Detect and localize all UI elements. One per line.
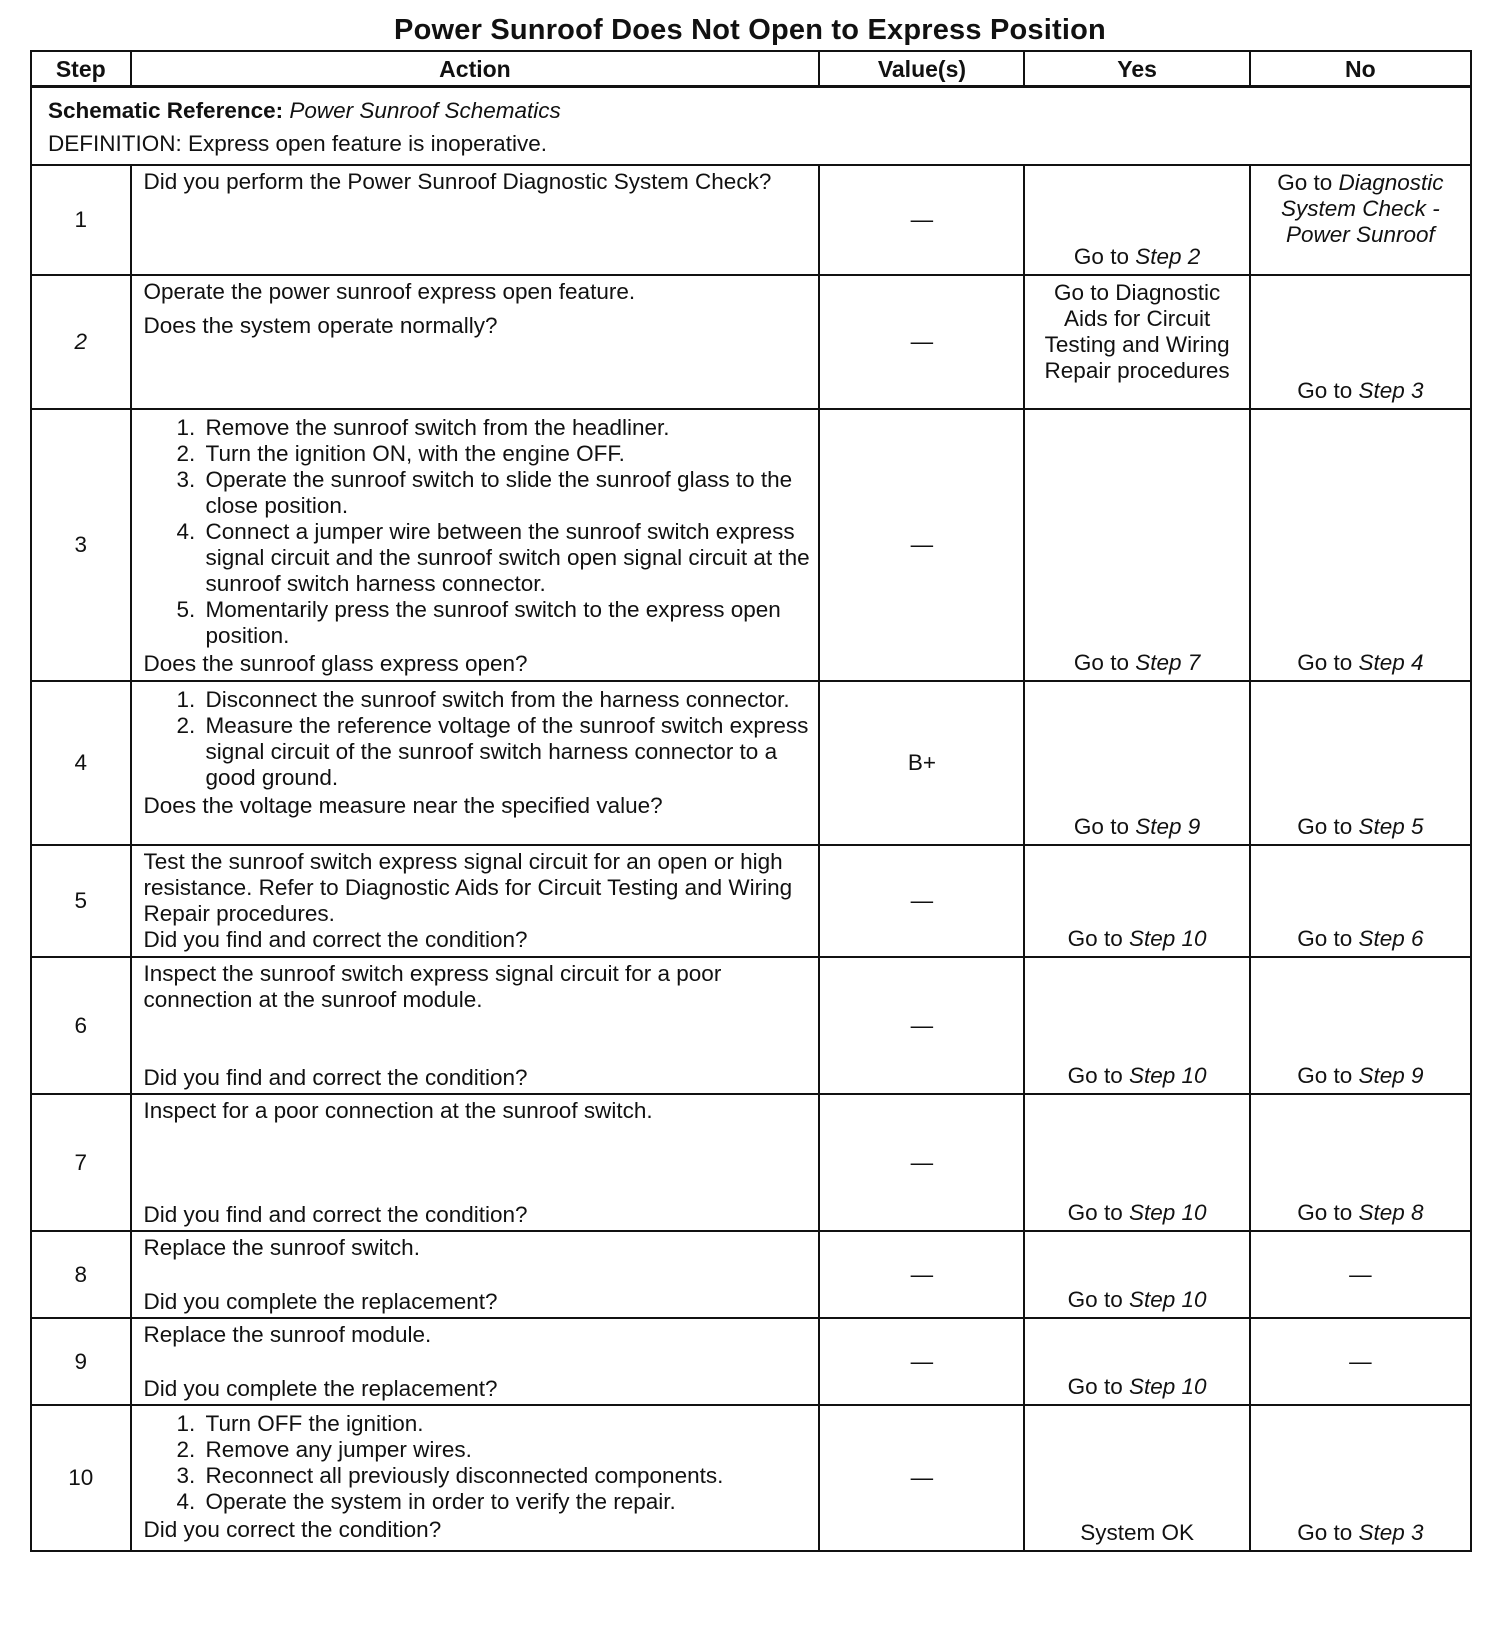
- action-cell: [131, 1405, 820, 1551]
- procedure-item: 5. Momentarily press the sunroof switch to the express open position.: [202, 597, 811, 649]
- yes-prefix: Go to: [1067, 1200, 1129, 1225]
- header-values: Value(s): [819, 51, 1024, 87]
- yes-cell: System OK: [1024, 1405, 1249, 1551]
- no-cell: —: [1250, 1231, 1471, 1318]
- action-text: Test the sunroof switch express signal circuit for an open or high resistance. Refer to Diagnostic Aids for Circuit Testing and Wiring Repair procedures.: [143, 849, 793, 926]
- table-row: [31, 409, 1471, 681]
- table-row: [31, 1405, 1471, 1551]
- yes-step-link: Step 2: [1135, 244, 1201, 269]
- table-row: [31, 1094, 1471, 1231]
- procedure-item: 1. Turn OFF the ignition.: [202, 1411, 811, 1437]
- action-cell: [131, 1094, 820, 1231]
- value-cell: —: [819, 1231, 1024, 1318]
- yes-step-link: Step 10: [1128, 926, 1207, 951]
- procedure-item: 2. Turn the ignition ON, with the engine OFF.: [202, 441, 811, 467]
- procedure-item: 2. Remove any jumper wires.: [202, 1437, 811, 1463]
- no-cell: [1250, 165, 1471, 275]
- procedure-item: 3. Operate the sunroof switch to slide the sunroof glass to the close position.: [202, 467, 811, 519]
- yes-cell: [1024, 845, 1249, 957]
- yes-step-link: Step 10: [1128, 1287, 1207, 1312]
- diagnostic-table: [30, 50, 1472, 1552]
- schematic-value: Power Sunroof Schematics: [289, 98, 561, 123]
- action-text: Inspect for a poor connection at the sunroof switch.: [143, 1098, 653, 1123]
- table-row: [31, 165, 1471, 275]
- header-row: [31, 51, 1471, 87]
- reference-row: [31, 87, 1471, 166]
- yes-cell: [1024, 681, 1249, 845]
- yes-step-link: Step 9: [1135, 814, 1201, 839]
- step-number: 1: [31, 165, 131, 275]
- page-title: Power Sunroof Does Not Open to Express Position: [394, 14, 1106, 46]
- procedure-item: 2. Measure the reference voltage of the sunroof switch express signal circuit of the sunroof switch harness connector to a good ground.: [202, 713, 811, 791]
- no-step-link: Step 9: [1358, 1063, 1424, 1088]
- step-number: 6: [31, 957, 131, 1094]
- table-row: [31, 957, 1471, 1094]
- no-prefix: Go to: [1297, 814, 1359, 839]
- procedure-item: 3. Reconnect all previously disconnected components.: [202, 1463, 811, 1489]
- action-question: Does the sunroof glass express open?: [143, 651, 528, 676]
- step-number: 4: [31, 681, 131, 845]
- no-cell: [1250, 845, 1471, 957]
- yes-prefix: Go to: [1067, 1374, 1129, 1399]
- action-cell: [131, 1318, 820, 1405]
- action-text: Inspect the sunroof switch express signal circuit for a poor connection at the sunroof module.: [143, 961, 722, 1012]
- value-cell: —: [819, 1405, 1024, 1551]
- action-cell: [131, 1231, 820, 1318]
- yes-prefix: Go to: [1067, 1063, 1129, 1088]
- step-number: 2: [31, 275, 131, 409]
- action-cell: [131, 165, 820, 275]
- no-step-link: Diagnostic System Check - Power Sunroof: [1280, 170, 1444, 247]
- yes-cell: [1024, 1231, 1249, 1318]
- yes-cell: [1024, 1318, 1249, 1405]
- step-number: 7: [31, 1094, 131, 1231]
- action-question: Does the system operate normally?: [143, 313, 498, 338]
- action-cell: [131, 845, 820, 957]
- table-row: [31, 1318, 1471, 1405]
- action-cell: [131, 275, 820, 409]
- action-text: Replace the sunroof switch.: [143, 1235, 420, 1260]
- yes-prefix: Go to: [1073, 650, 1136, 675]
- table-row: [31, 275, 1471, 409]
- table-row: [31, 845, 1471, 957]
- no-cell: [1250, 1094, 1471, 1231]
- yes-step-link: Step 10: [1128, 1200, 1207, 1225]
- value-cell: —: [819, 845, 1024, 957]
- no-cell: [1250, 409, 1471, 681]
- action-question: Does the voltage measure near the specified value?: [143, 793, 663, 818]
- action-cell: [131, 957, 820, 1094]
- step-number: 8: [31, 1231, 131, 1318]
- procedure-item: 1. Disconnect the sunroof switch from the harness connector.: [202, 687, 811, 713]
- value-cell: —: [819, 1094, 1024, 1231]
- no-step-link: Step 5: [1358, 814, 1424, 839]
- no-step-link: Step 6: [1358, 926, 1424, 951]
- value-cell: —: [819, 165, 1024, 275]
- action-text: Replace the sunroof module.: [143, 1322, 432, 1347]
- step-number: 9: [31, 1318, 131, 1405]
- no-cell: [1250, 1405, 1471, 1551]
- action-question: Did you find and correct the condition?: [143, 927, 528, 952]
- value-cell: —: [819, 409, 1024, 681]
- procedure-list: [144, 415, 811, 649]
- yes-step-link: Step 10: [1128, 1374, 1207, 1399]
- yes-cell: [1024, 409, 1249, 681]
- procedure-item: 1. Remove the sunroof switch from the headliner.: [202, 415, 811, 441]
- no-prefix: Go to: [1297, 1520, 1359, 1545]
- no-step-link: Step 3: [1358, 378, 1424, 403]
- action-question: Did you find and correct the condition?: [143, 1202, 528, 1227]
- no-step-link: Step 8: [1358, 1200, 1424, 1225]
- no-cell: —: [1250, 1318, 1471, 1405]
- reference-cell: [31, 87, 1471, 166]
- yes-cell: [1024, 1094, 1249, 1231]
- yes-prefix: Go to: [1067, 1287, 1129, 1312]
- action-question: Did you find and correct the condition?: [143, 1065, 528, 1090]
- header-no: No: [1250, 51, 1471, 87]
- no-cell: [1250, 275, 1471, 409]
- no-prefix: Go to: [1297, 378, 1359, 403]
- no-step-link: Step 3: [1358, 1520, 1424, 1545]
- yes-step-link: Step 10: [1128, 1063, 1207, 1088]
- value-cell: B+: [819, 681, 1024, 845]
- yes-prefix: Go to: [1073, 244, 1136, 269]
- step-number: 10: [31, 1405, 131, 1551]
- schematic-label: Schematic Reference:: [48, 98, 284, 123]
- value-cell: —: [819, 957, 1024, 1094]
- no-prefix: Go to: [1297, 926, 1359, 951]
- no-cell: [1250, 957, 1471, 1094]
- yes-cell: Go to Diagnostic Aids for Circuit Testing and Wiring Repair procedures: [1024, 275, 1249, 409]
- yes-prefix: Go to: [1067, 926, 1129, 951]
- no-prefix: Go to: [1277, 170, 1339, 195]
- no-prefix: Go to: [1297, 650, 1359, 675]
- action-question: Did you complete the replacement?: [143, 1376, 498, 1401]
- header-action: Action: [131, 51, 820, 87]
- value-cell: —: [819, 1318, 1024, 1405]
- action-question: Did you complete the replacement?: [143, 1289, 498, 1314]
- step-number: 3: [31, 409, 131, 681]
- yes-prefix: Go to: [1073, 814, 1136, 839]
- header-step: Step: [31, 51, 131, 87]
- no-step-link: Step 4: [1358, 650, 1424, 675]
- no-prefix: Go to: [1297, 1200, 1359, 1225]
- yes-cell: [1024, 957, 1249, 1094]
- yes-cell: [1024, 165, 1249, 275]
- definition: DEFINITION: Express open feature is inoperative.: [48, 131, 547, 156]
- table-row: [31, 681, 1471, 845]
- procedure-list: [144, 1411, 811, 1515]
- table-row: [31, 1231, 1471, 1318]
- procedure-item: 4. Connect a jumper wire between the sunroof switch express signal circuit and the sunroof switch open signal circuit at the sunroof switch harness connector.: [202, 519, 811, 597]
- header-yes: Yes: [1024, 51, 1249, 87]
- action-cell: [131, 681, 820, 845]
- action-text: Operate the power sunroof express open feature.: [143, 279, 636, 304]
- step-number: 5: [31, 845, 131, 957]
- yes-step-link: Step 7: [1135, 650, 1201, 675]
- procedure-item: 4. Operate the system in order to verify the repair.: [202, 1489, 811, 1515]
- value-cell: —: [819, 275, 1024, 409]
- action-cell: [131, 409, 820, 681]
- action-question: Did you correct the condition?: [143, 1517, 442, 1542]
- no-prefix: Go to: [1297, 1063, 1359, 1088]
- procedure-list: [144, 687, 811, 791]
- no-cell: [1250, 681, 1471, 845]
- action-text: Did you perform the Power Sunroof Diagnostic System Check?: [143, 169, 772, 194]
- schematic-reference: [48, 94, 1456, 127]
